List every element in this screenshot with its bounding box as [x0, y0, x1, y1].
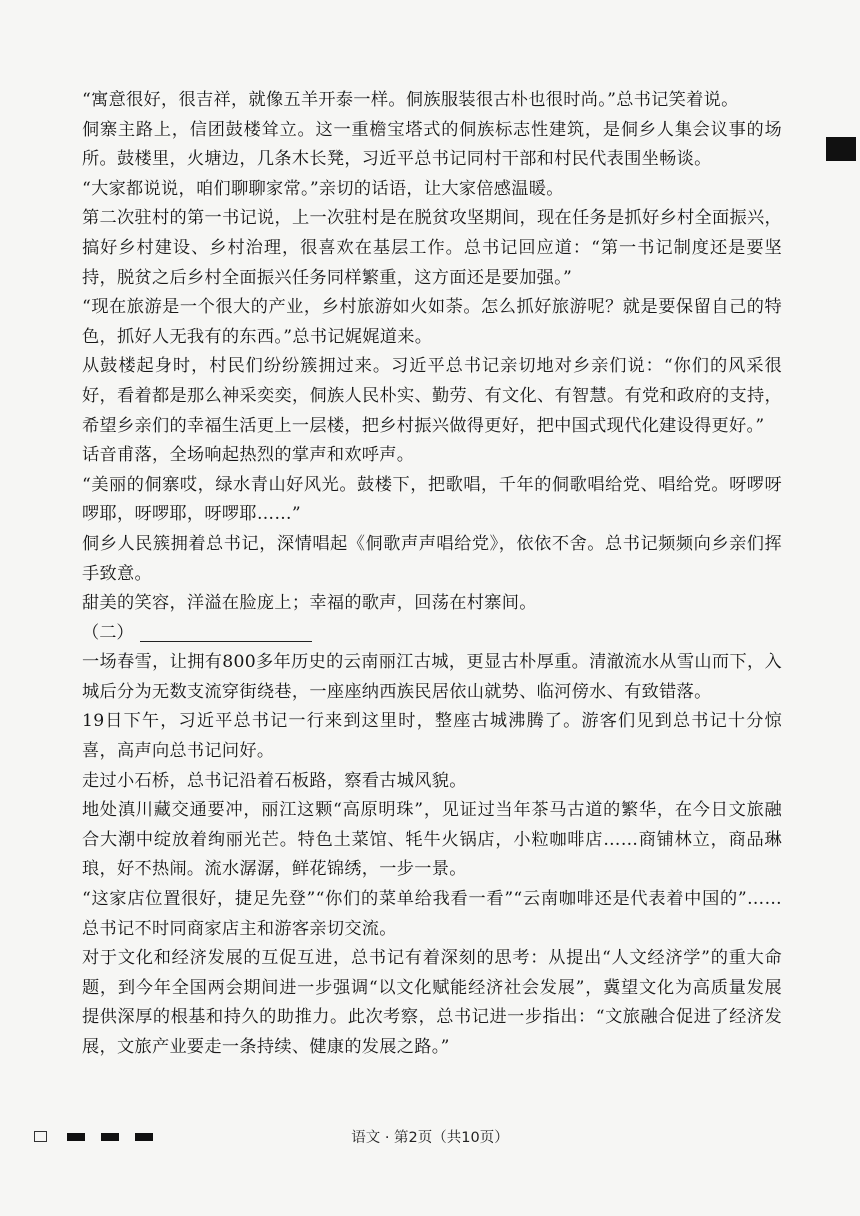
- paragraph: 走过小石桥，总书记沿着石板路，察看古城风貌。: [82, 770, 467, 791]
- page-footer: [0, 1122, 860, 1152]
- section-two-heading: [82, 619, 782, 649]
- title-blank-line: [140, 623, 312, 642]
- paragraph: 侗乡人民簇拥着总书记，深情唱起《侗歌声声唱给党》，依依不舍。总书记频频向乡亲们挥手致意。: [82, 533, 782, 584]
- paragraph: 19日下午，习近平总书记一行来到这里时，整座古城沸腾了。游客们见到总书记十分惊喜，高声向总书记问好。: [82, 711, 782, 762]
- paragraph: “美丽的侗寨哎，绿水青山好风光。鼓楼下，把歌唱，千年的侗歌唱给党、唱给党。呀啰呀啰耶，呀啰耶，呀啰耶……”: [82, 474, 782, 525]
- paragraph: “这家店位置很好，捷足先登”“你们的菜单给我看一看”“云南咖啡还是代表着中国的”……总书记不时同商家店主和游客亲切交流。: [82, 889, 782, 939]
- paragraph: 甜美的笑容，洋溢在脸庞上；幸福的歌声，回荡在村寨间。: [82, 593, 537, 614]
- paragraph: “寓意很好，很吉祥，就像五羊开泰一样。侗族服装很古朴也很时尚。”总书记笑着说。: [82, 90, 739, 110]
- paragraph: “大家都说说，咱们聊聊家常。”亲切的话语，让大家倍感温暖。: [82, 178, 564, 199]
- paragraph: 地处滇川藏交通要冲，丽江这颗“高原明珠”，见证过当年茶马古道的繁华，在今日文旅融合大潮中绽放着绚丽光芒。特色土菜馆、牦牛火锅店，小粒咖啡店……商铺林立，商品琳琅，好不热闹。流水潺潺，鲜花锦绣，一步一景。: [82, 800, 782, 880]
- paragraph: 第二次驻村的第一书记说，上一次驻村是在脱贫攻坚期间，现在任务是抓好乡村全面振兴，搞好乡村建设、乡村治理，很喜欢在基层工作。总书记回应道：“第一书记制度还是要坚持，脱贫之后乡村全面振兴任务同样繁重，这方面还是要加强。”: [82, 208, 782, 288]
- paragraph: 侗寨主路上，信团鼓楼耸立。这一重檐宝塔式的侗族标志性建筑，是侗乡人集会议事的场所。鼓楼里，火塘边，几条木长凳，习近平总书记同村干部和村民代表围坐畅谈。: [82, 119, 782, 170]
- paragraph: 话音甫落，全场响起热烈的掌声和欢呼声。: [82, 445, 415, 466]
- paragraph: 从鼓楼起身时，村民们纷纷簇拥过来。习近平总书记亲切地对乡亲们说：“你们的风采很好，看着都是那么神采奕奕，侗族人民朴实、勤劳、有文化、有智慧。有党和政府的支持，希望乡亲们的幸福生活更上一层楼，把乡村振兴做得更好，把中国式现代化建设得更好。”: [82, 356, 782, 436]
- page-number-label: 语文 · 第2页（共10页）: [351, 1130, 509, 1146]
- paragraph: “现在旅游是一个很大的产业，乡村旅游如火如荼。怎么抓好旅游呢？就是要保留自己的特色，抓好人无我有的东西。”总书记娓娓道来。: [82, 297, 782, 347]
- paragraph: 对于文化和经济发展的互促互进，总书记有着深刻的思考：从提出“人文经济学”的重大命题，到今年全国两会期间进一步强调“以文化赋能经济社会发展”，冀望文化为高质量发展提供深厚的根基和持久的助推力。此次考察，总书记进一步指出：“文旅融合促进了经济发展，文旅产业要走一条持续、健康的发展之路。”: [82, 948, 782, 1057]
- section-two-label: （二）: [82, 622, 134, 643]
- paragraph: 一场春雪，让拥有800多年历史的云南丽江古城，更显古朴厚重。清澈流水从雪山而下，入城后分为无数支流穿街绕巷，一座座纳西族民居依山就势、临河傍水、有致错落。: [82, 652, 782, 702]
- article-body: [82, 86, 782, 1063]
- registration-mark: [826, 137, 856, 161]
